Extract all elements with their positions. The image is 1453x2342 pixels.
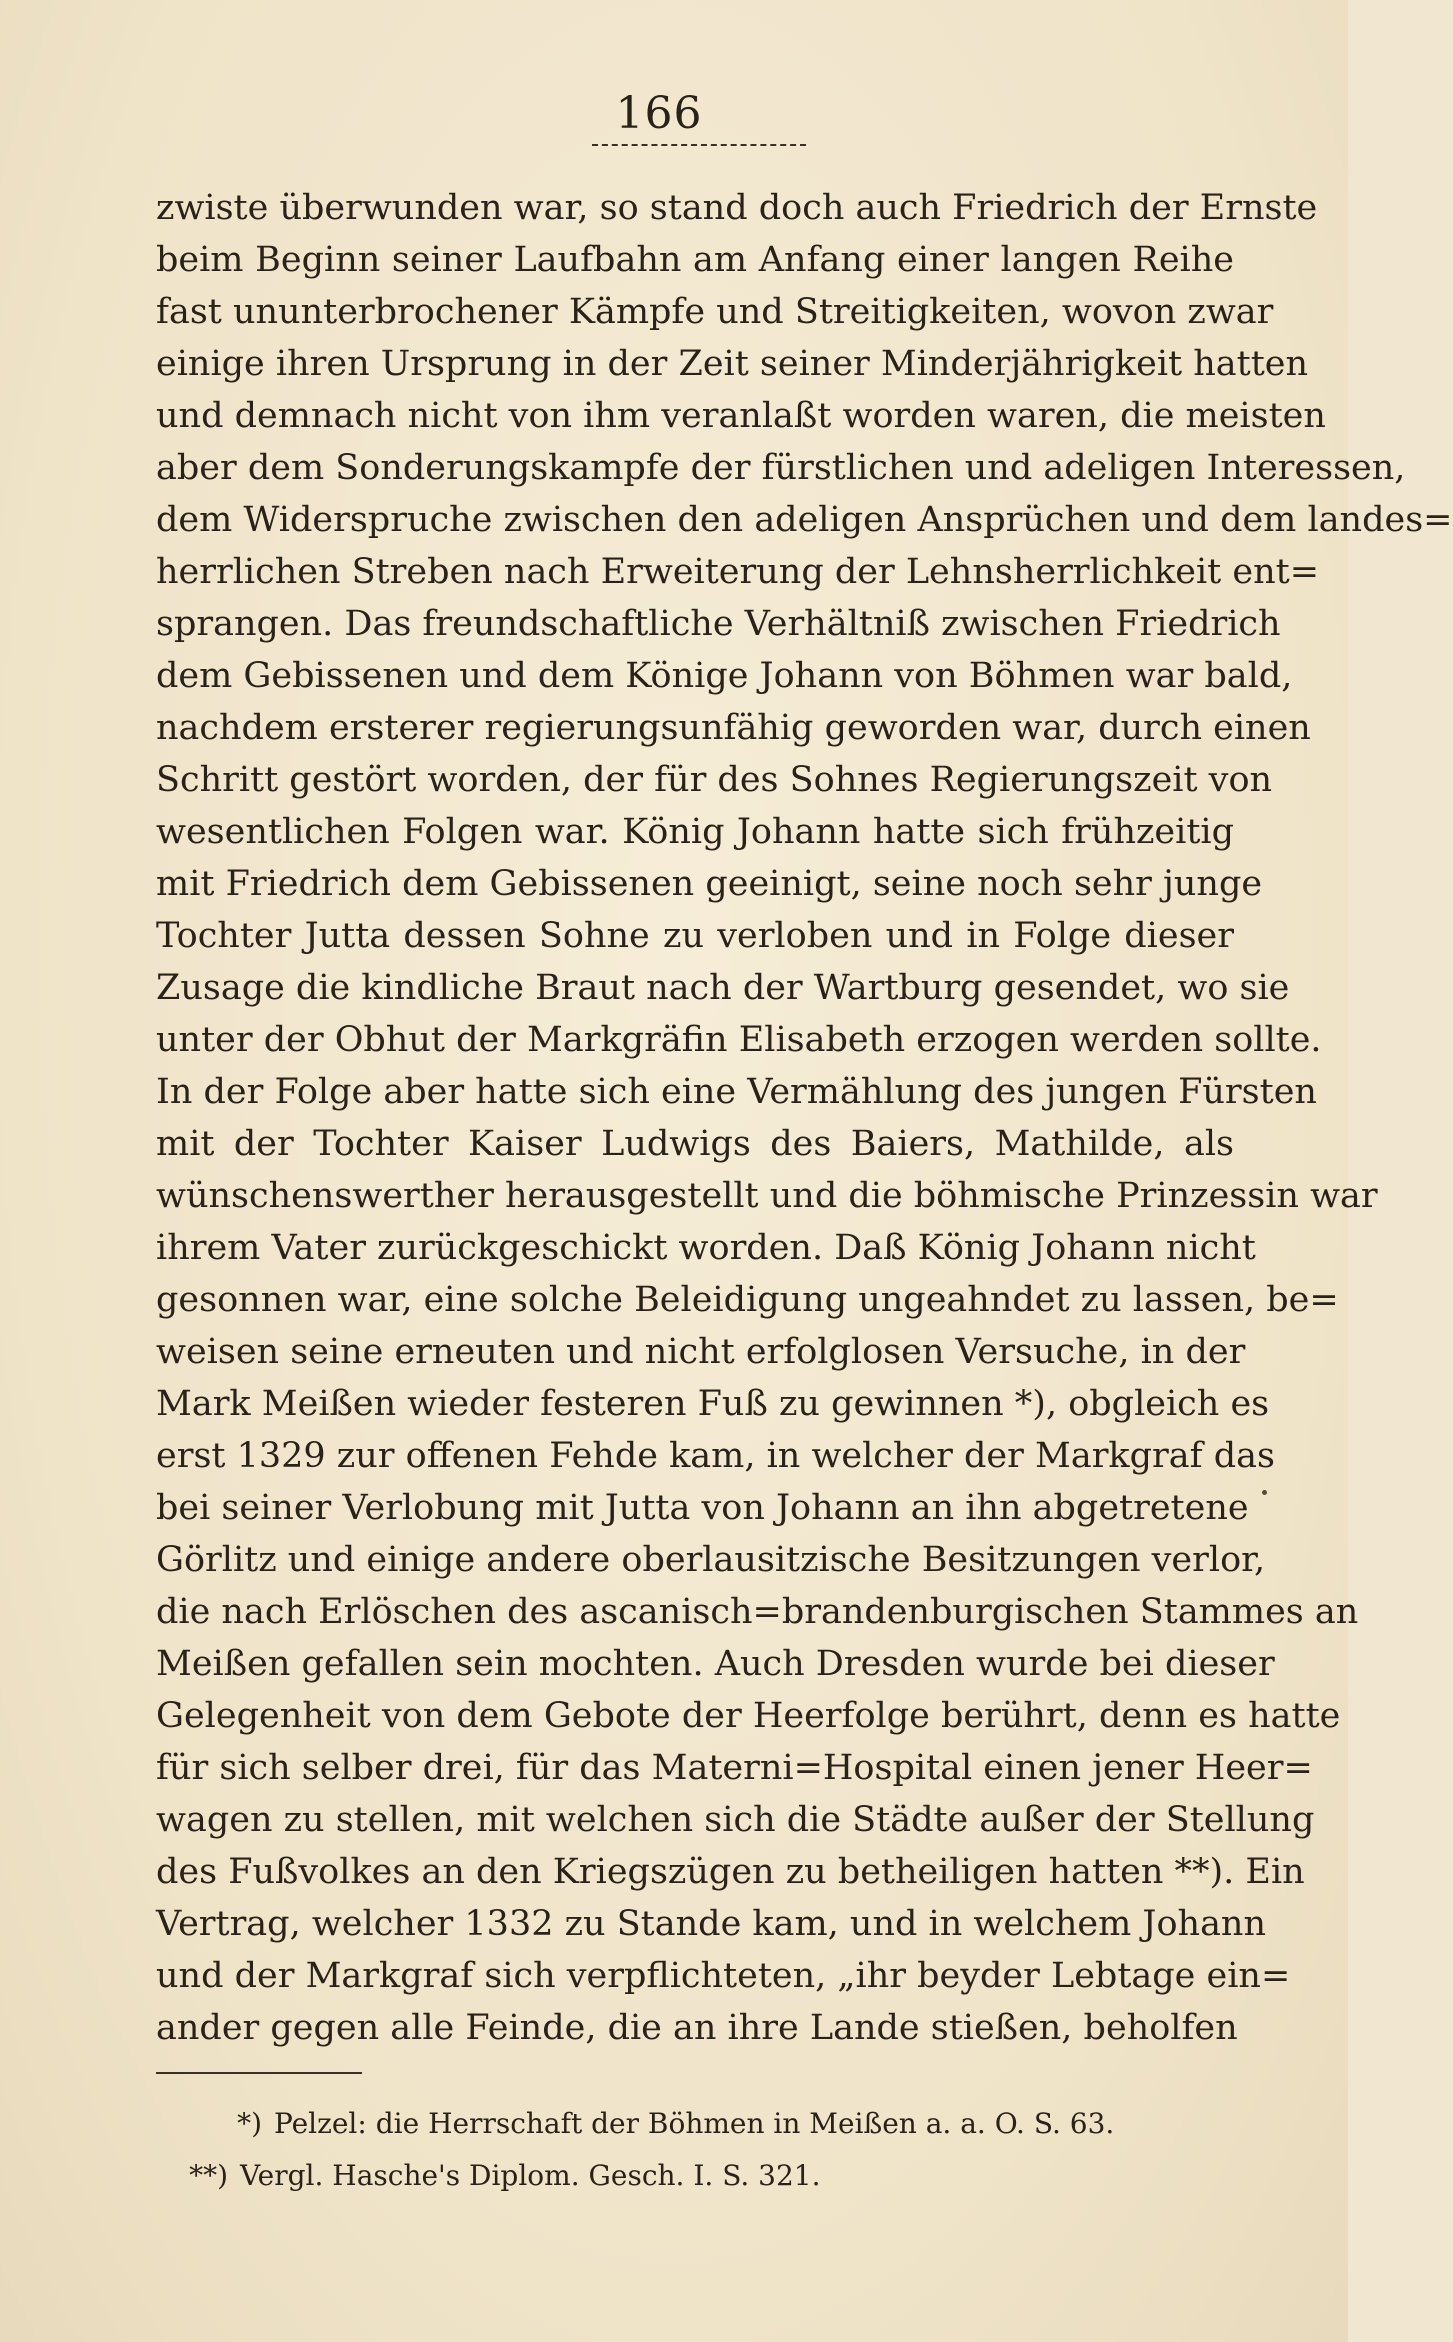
text-line: Vertrag, welcher 1332 zu Stande kam, und in welchem Johann [156,1904,1267,1944]
footnote-text: Vergl. Hasche's Diplom. Gesch. I. S. 321. [240,2159,821,2192]
text-line: fast ununterbrochener Kämpfe und Streitigkeiten, wovon zwar [156,292,1274,332]
body-text [156,182,1453,2054]
footnote [156,2098,1234,2150]
header-rule [592,144,806,146]
text-line: wagen zu stellen, mit welchen sich die Städte außer der Stellung [156,1800,1315,1840]
text-line: wünschenswerther herausgestellt und die böhmische Prinzessin war [156,1176,1378,1216]
text-line: mit der Tochter Kaiser Ludwigs des Baiers, Mathilde, als [156,1124,1234,1164]
text-line: herrlichen Streben nach Erweiterung der Lehnsherrlichkeit ent= [156,552,1320,592]
text-line: dem Widerspruche zwischen den adeligen Ansprüchen und dem landes= [156,500,1453,540]
text-line: und der Markgraf sich verpflichteten, „ihr beyder Lebtage ein= [156,1956,1291,1996]
text-line: Gelegenheit von dem Gebote der Heerfolge berührt, denn es hatte [156,1696,1341,1736]
footnote-rule [156,2072,362,2074]
print-speck [1262,1490,1267,1495]
text-line: ihrem Vater zurückgeschickt worden. Daß König Johann nicht [156,1228,1256,1268]
text-line: Meißen gefallen sein mochten. Auch Dresden wurde bei dieser [156,1644,1275,1684]
text-line: aber dem Sonderungskampfe der fürstlichen und adeligen Interessen, [156,448,1406,488]
text-line: Schritt gestört worden, der für des Sohnes Regierungszeit von [156,760,1273,800]
text-line: dem Gebissenen und dem Könige Johann von Böhmen war bald, [156,656,1293,696]
text-line: Görlitz und einige andere oberlausitzische Besitzungen verlor, [156,1540,1266,1580]
footnote [156,2150,1234,2202]
text-line: die nach Erlöschen des ascanisch=brandenburgischen Stammes an [156,1592,1359,1632]
text-line: unter der Obhut der Markgräfin Elisabeth erzogen werden sollte. [156,1020,1322,1060]
text-line: des Fußvolkes an den Kriegszügen zu betheiligen hatten **). Ein [156,1852,1305,1892]
text-line: Mark Meißen wieder festeren Fuß zu gewinnen *), obgleich es [156,1384,1270,1424]
footnote-text: Pelzel: die Herrschaft der Böhmen in Meißen a. a. O. S. 63. [274,2107,1115,2140]
text-line: wesentlichen Folgen war. König Johann hatte sich frühzeitig [156,812,1234,852]
text-line: einige ihren Ursprung in der Zeit seiner Minderjährigkeit hatten [156,344,1309,384]
text-line: für sich selber drei, für das Materni=Hospital einen jener Heer= [156,1748,1313,1788]
text-line: Tochter Jutta dessen Sohne zu verloben und in Folge dieser [156,916,1234,956]
page-number: 166 [615,88,703,139]
text-line: zwiste überwunden war, so stand doch auch Friedrich der Ernste [156,188,1318,228]
text-line: mit Friedrich dem Gebissenen geeinigt, seine noch sehr junge [156,864,1263,904]
text-line: ander gegen alle Feinde, die an ihre Lande stießen, beholfen [156,2008,1238,2048]
text-line: Zusage die kindliche Braut nach der Wartburg gesendet, wo sie [156,968,1290,1008]
text-line: und demnach nicht von ihm veranlaßt worden waren, die meisten [156,396,1326,436]
text-line: beim Beginn seiner Laufbahn am Anfang einer langen Reihe [156,240,1234,280]
footnote-marker: *) [237,2107,262,2140]
text-line: bei seiner Verlobung mit Jutta von Johann an ihn abgetretene [156,1488,1249,1528]
text-line: erst 1329 zur offenen Fehde kam, in welcher der Markgraf das [156,1436,1275,1476]
text-line: weisen seine erneuten und nicht erfolglosen Versuche, in der [156,1332,1246,1372]
footnotes [156,2098,1234,2202]
text-line: nachdem ersterer regierungsunfähig geworden war, durch einen [156,708,1311,748]
text-line: sprangen. Das freundschaftliche Verhältniß zwischen Friedrich [156,604,1281,644]
text-line: In der Folge aber hatte sich eine Vermählung des jungen Fürsten [156,1072,1317,1112]
footnote-marker: **) [189,2159,228,2192]
text-line: gesonnen war, eine solche Beleidigung ungeahndet zu lassen, be= [156,1280,1339,1320]
